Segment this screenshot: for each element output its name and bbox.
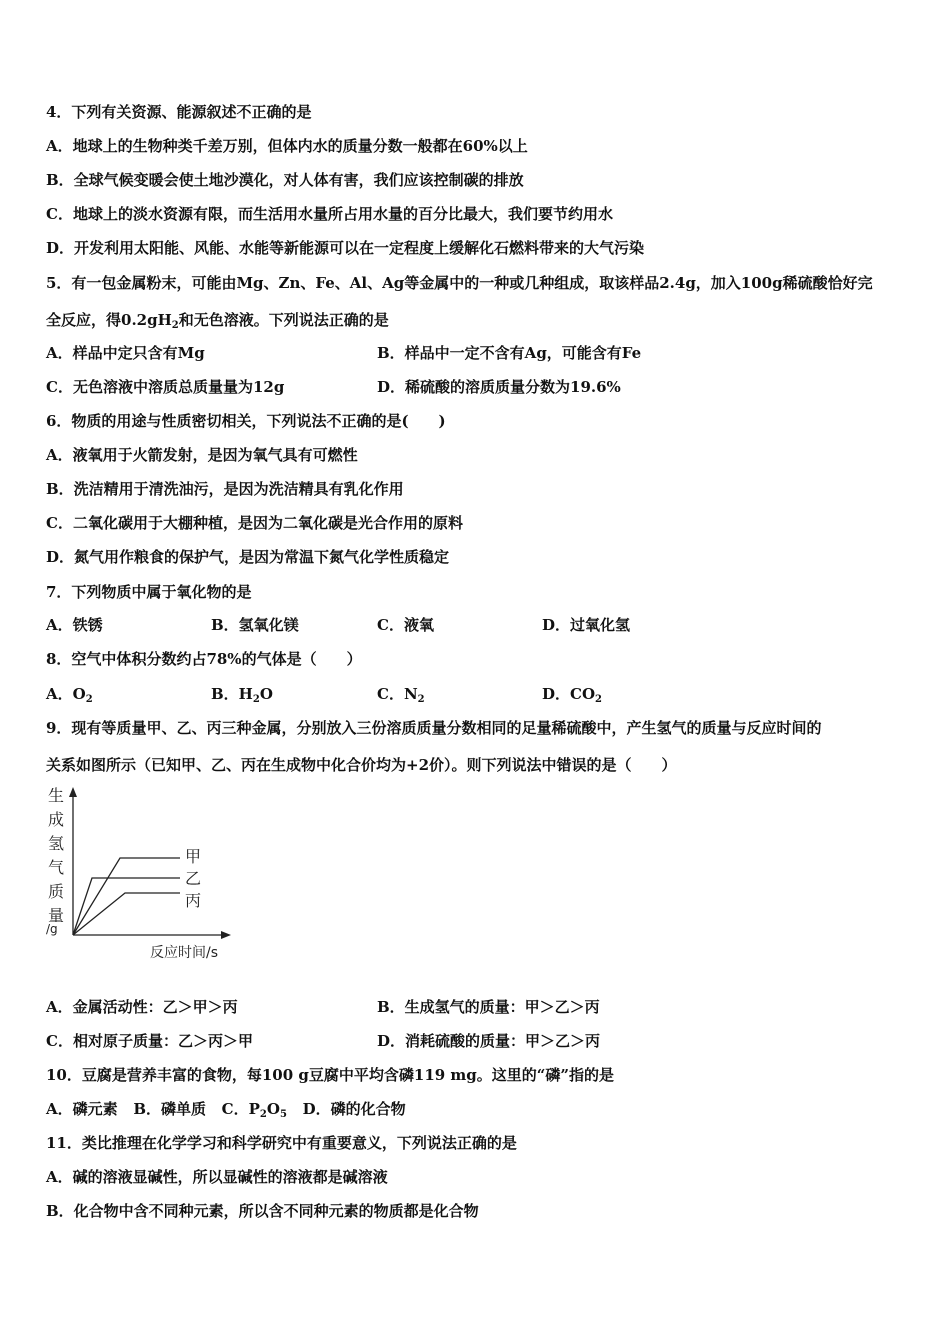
q4-option-a: A．地球上的生物种类千差万别，但体内水的质量分数一般都在60%以上: [46, 137, 528, 155]
q5-stem-line1: 5．有一包金属粉末，可能由Mg、Zn、Fe、Al、Ag等金属中的一种或几种组成，取该样品2.4g，加入100g稀硫酸恰好完: [46, 274, 873, 292]
q8-option-a: A．$O_2$: [46, 685, 93, 705]
hydrogen-mass-graph: [40, 785, 240, 965]
q9-option-a: A．金属活动性：乙＞甲＞丙: [46, 998, 238, 1016]
q11-option-b: B．化合物中含不同种元素，所以含不同种元素的物质都是化合物: [46, 1202, 479, 1220]
y-axis-arrow: [69, 787, 77, 797]
q10-options: [46, 1099, 406, 1119]
q9-option-d: D．消耗硫酸的质量：甲＞乙＞丙: [377, 1032, 601, 1050]
q7-option-c: C．液氧: [377, 616, 434, 634]
series-line-jia: [73, 858, 180, 935]
q10-option-a: A．磷元素: [46, 1100, 118, 1118]
ylabel-char: 氢: [48, 834, 65, 853]
q4-option-b: B．全球气候变暖会使土地沙漠化，对人体有害，我们应该控制碳的排放: [46, 171, 524, 189]
ylabel-char: 质: [48, 882, 65, 901]
q8-option-b: B．$H_2O$: [211, 685, 273, 705]
q8-option-d: D．$CO_2$: [542, 685, 602, 705]
ylabel-char: 生: [48, 786, 65, 805]
q4-stem: 4．下列有关资源、能源叙述不正确的是: [46, 103, 312, 121]
q6-option-c: C．二氧化碳用于大棚种植，是因为二氧化碳是光合作用的原料: [46, 514, 463, 532]
xlabel: 反应时间/s: [150, 945, 219, 961]
q5-option-c: C．无色溶液中溶质总质量量为12g: [46, 378, 285, 396]
series-label-jia: 甲: [185, 847, 202, 866]
q6-stem: 6．物质的用途与性质密切相关，下列说法不正确的是( ): [46, 412, 446, 430]
q10-option-d: D．磷的化合物: [302, 1100, 406, 1118]
series-label-bing: 丙: [185, 891, 202, 910]
q5-option-b: B．样品中一定不含有Ag，可能含有Fe: [377, 344, 642, 362]
q4-option-c: C．地球上的淡水资源有限，而生活用水量所占用水量的百分比最大，我们要节约用水: [46, 205, 613, 223]
q9-stem-line2: 关系如图所示（已知甲、乙、丙在生成物中化合价均为+2价）。则下列说法中错误的是（ ）: [46, 756, 677, 774]
q5-option-d: D．稀硫酸的溶质质量分数为19.6%: [377, 378, 621, 396]
q10-stem: 10．豆腐是营养丰富的食物，每100 g豆腐中平均含磷119 mg。这里的“磷”指的是: [46, 1066, 615, 1084]
x-axis-arrow: [221, 931, 231, 939]
q10-option-c: C．$P_2O_5$: [221, 1100, 287, 1120]
q9-option-c: C．相对原子质量：乙＞丙＞甲: [46, 1032, 253, 1050]
q11-stem: 11．类比推理在化学学习和科学研究中有重要意义，下列说法正确的是: [46, 1134, 517, 1152]
ylabel-char: 量: [48, 906, 65, 925]
q4-option-d: D．开发利用太阳能、风能、水能等新能源可以在一定程度上缓解化石燃料带来的大气污染: [46, 239, 645, 257]
q7-option-b: B．氢氧化镁: [211, 616, 299, 634]
q5-option-a: A．样品中定只含有Mg: [46, 344, 205, 362]
q8-option-c: C．$N_2$: [377, 685, 425, 705]
q9-option-b: B．生成氢气的质量：甲＞乙＞丙: [377, 998, 600, 1016]
q7-option-a: A．铁锈: [46, 616, 103, 634]
series-line-yi: [73, 878, 180, 935]
ylabel-unit: /g: [46, 922, 58, 936]
q11-option-a: A．碱的溶液显碱性，所以显碱性的溶液都是碱溶液: [46, 1168, 388, 1186]
q9-stem-line1: 9．现有等质量甲、乙、丙三种金属，分别放入三份溶质质量分数相同的足量稀硫酸中，产生氢气的质量与反应时间的: [46, 719, 822, 737]
q8-stem: 8．空气中体积分数约占78%的气体是（ ）: [46, 650, 362, 668]
q6-option-b: B．洗洁精用于清洗油污，是因为洗洁精具有乳化作用: [46, 480, 404, 498]
q10-option-b: B．磷单质: [133, 1100, 206, 1118]
ylabel-char: 成: [48, 810, 65, 829]
q5-stem-line2: 全反应，得$0.2gH_2$和无色溶液。下列说法正确的是: [46, 311, 389, 331]
series-label-yi: 乙: [185, 869, 202, 888]
ylabel-char: 气: [48, 858, 65, 877]
series-line-bing: [73, 893, 180, 935]
q6-option-d: D．氮气用作粮食的保护气，是因为常温下氮气化学性质稳定: [46, 548, 450, 566]
q7-stem: 7．下列物质中属于氧化物的是: [46, 583, 252, 601]
q6-option-a: A．液氧用于火箭发射，是因为氧气具有可燃性: [46, 446, 358, 464]
q7-option-d: D．过氧化氢: [542, 616, 631, 634]
